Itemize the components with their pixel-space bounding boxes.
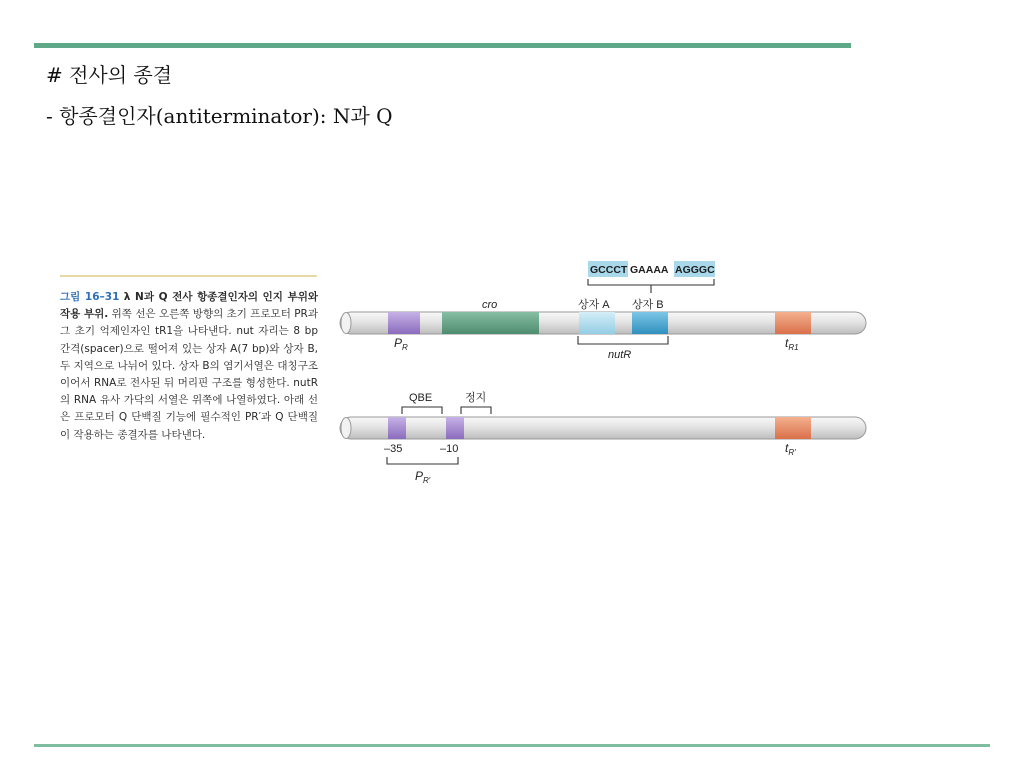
- sequence-right: AGGGC: [675, 264, 715, 276]
- box-b-label: 상자 B: [632, 299, 664, 311]
- minus35-region: [388, 417, 406, 439]
- slide-subtitle: - 항종결인자(antiterminator): N과 Q: [46, 104, 393, 128]
- figure-number: 그림 16–31: [60, 291, 120, 303]
- qbe-label: QBE: [409, 392, 433, 404]
- figure-caption: [60, 289, 318, 444]
- terminator-tr-prime-region: [775, 417, 811, 439]
- sequence-middle: GAAAA: [630, 264, 669, 276]
- sequence-label: [588, 261, 715, 277]
- minus35-label: –35: [384, 443, 403, 455]
- stop-bracket: [461, 407, 491, 414]
- qbe-bracket: [402, 407, 442, 414]
- promoter-pr-region: [388, 312, 420, 334]
- figure-body: 위쪽 선은 오른쪽 방향의 초기 프로모터 PR과 그 초기 억제인자인 tR1을 나타낸다. nut 자리는 8 bp 간격(spacer)으로 떨어져 있는 상자 A(7 bp)와 상자 B, 두 지역으로 나뉘어 있다. 상자 B의 염기서열은 대칭구조이어서 RNA로 전사된 뒤 머리핀 구조를 형성한다. nutR의 RNA 유사 가닥의 서열은 위쪽에 나열하였다. 아래 선은 프로모터 Q 단백질 기능에 필수적인 PR′과 Q 단백질이 작용하는 종결자를 나타낸다.: [60, 308, 318, 441]
- nutr-label: nutR: [608, 349, 632, 361]
- slide-title: # 전사의 종결: [46, 63, 173, 87]
- sequence-left: GCCCT: [590, 264, 628, 276]
- caption-divider: [60, 275, 317, 277]
- top-divider: [34, 43, 851, 48]
- stop-label: 정지: [465, 392, 487, 404]
- box-b-region: [632, 312, 668, 334]
- nut-site-diagram: [330, 250, 875, 490]
- terminator-tr1-region: [775, 312, 811, 334]
- box-a-region: [579, 312, 615, 334]
- box-a-label: 상자 A: [578, 299, 610, 311]
- figure-heading: λ N과 Q 전사 항종결인자의 인지 부위와 작용 부위.: [60, 291, 319, 321]
- promoter-pr-prime-label: $P_{R'}$: [415, 469, 431, 485]
- minus10-label: –10: [440, 443, 459, 455]
- cro-gene-region: [442, 312, 539, 334]
- cro-label: cro: [482, 299, 498, 311]
- nutr-bracket: [578, 336, 668, 344]
- minus10-region: [446, 417, 464, 439]
- terminator-tr-prime-label: $t_{R'}$: [785, 441, 796, 457]
- sequence-bracket: [588, 279, 714, 293]
- promoter-pr-label: $P_R$: [394, 336, 408, 352]
- bottom-divider: [34, 744, 990, 747]
- terminator-tr1-label: $t_{R1}$: [785, 336, 799, 352]
- pr-prime-bracket: [387, 457, 458, 464]
